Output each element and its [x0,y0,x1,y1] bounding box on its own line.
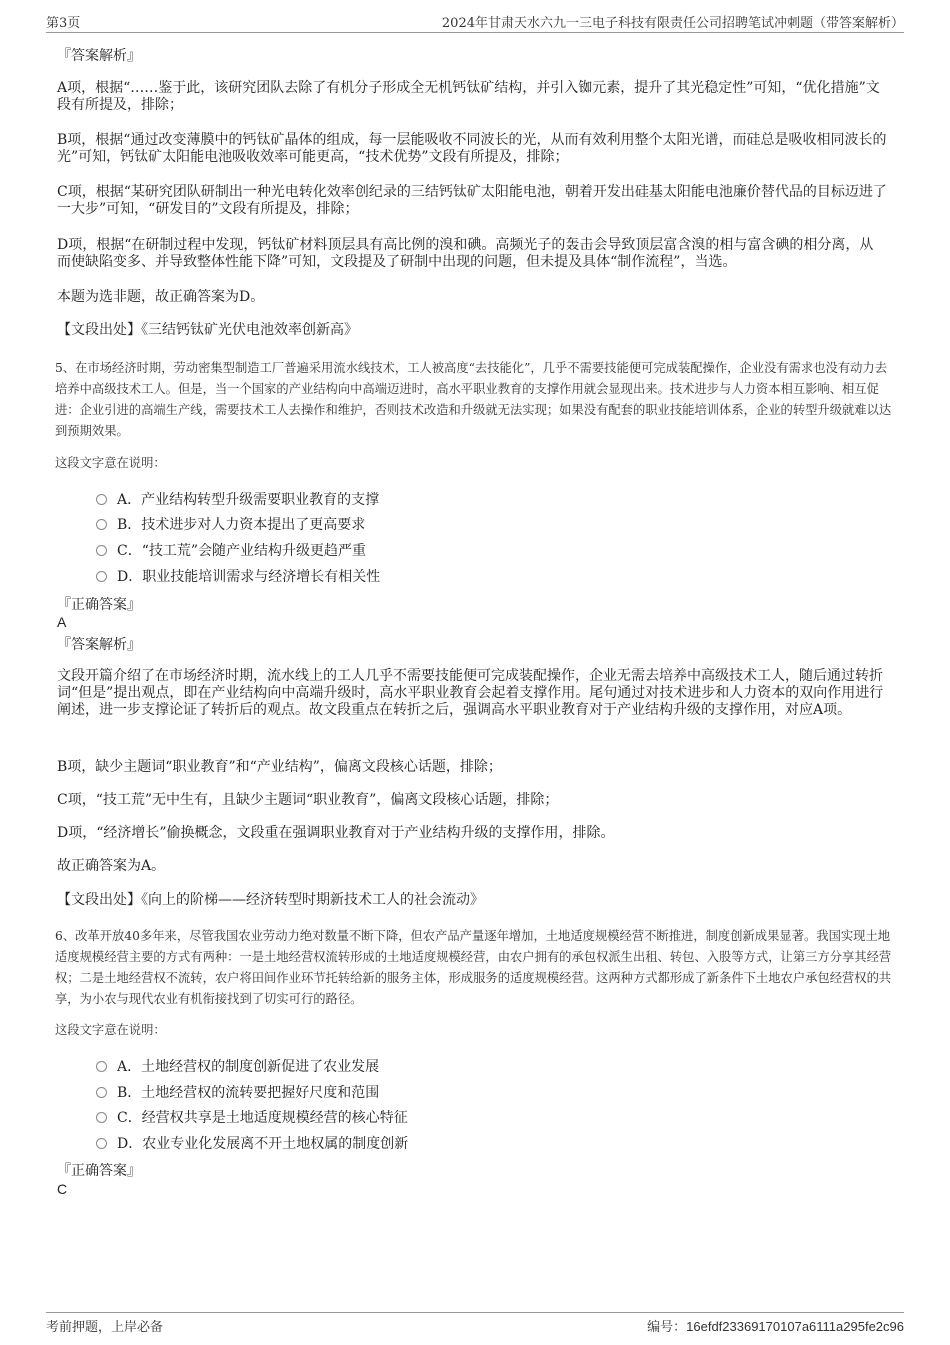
q6-option-a[interactable]: A．土地经营权的制度创新促进了农业发展 [96,1058,856,1076]
q4-analysis-c: C项，根据“某研究团队研制出一种光电转化效率创纪录的三结钙钛矿太阳能电池，朝着开发出硅基太阳能电池廉价替代品的目标迈进了一大步”可知，“研发目的”文段有所提及，排除； [57,184,887,217]
q5-answer-label: 『正确答案』 [57,597,141,613]
q6-option-d[interactable]: D．农业专业化发展离不开土地权属的制度创新 [96,1135,856,1153]
radio-icon[interactable] [96,519,107,530]
q6-stem: 6、改革开放40多年来，尽管我国农业劳动力绝对数量不断下降，但农产品产量逐年增加，土地适度规模经营不断推进，制度创新成果显著。我国实现土地适度规模经营主要的方式有两种：一是土地经营权流转形成的土地适度规模经营，由农户拥有的承包权派生出租、转包、入股等方式，让第三方分享其经营权；二是土地经营权不流转，农户将田间作业环节托转给新的服务主体，形成服务的适度规模经营。这两种方式都形成了新条件下土地农户承包经营权的共享，为小农与现代农业有机衔接找到了切实可行的路径。 [55,929,892,1006]
q5-stem: 5、在市场经济时期，劳动密集型制造工厂普遍采用流水线技术，工人被高度“去技能化”，几乎不需要技能便可完成装配操作，企业没有需求也没有动力去培养中高级技术工人。但是，当一个国家的产业结构向中高端迈进时，高水平职业教育的支撑作用就会显现出来。技术进步与人力资本相互影响、相互促进：企业引进的高端生产线，需要技术工人去操作和维护，否则技术改造和升级就无法实现；如果没有配套的职业技能培训体系，企业的转型升级就难以达到预期效果。 [55,361,892,438]
q5-analysis-d: D项，“经济增长”偷换概念，文段重在强调职业教育对于产业结构升级的支撑作用，排除。 [57,825,615,841]
q5-option-a[interactable]: A．产业结构转型升级需要职业教育的支撑 [96,491,856,509]
q6-answer-label: 『正确答案』 [57,1163,141,1179]
q4-analysis-d: D项，根据“在研制过程中发现，钙钛矿材料顶层具有高比例的溴和碘。高频光子的轰击会导致顶层富含溴的相与富含碘的相分离，从而使缺陷变多、并导致整体性能下降”可知，文段提及了研制中出现的问题，但未提及具体“制作流程”，当选。 [57,237,874,270]
page-number: 第3页 [46,16,81,31]
q4-source: 【文段出处】《三结钙钛矿光伏电池效率创新高》 [57,322,358,338]
document-code-value: 16efdf23369170107a6111a295fe2c96 [686,1319,904,1334]
document-code-label: 编号： [647,1320,687,1335]
radio-icon[interactable] [96,1112,107,1123]
q4-analysis-b: B项，根据“通过改变薄膜中的钙钛矿晶体的组成，每一层能吸收不同波长的光，从而有效利用整个太阳光谱，而硅总是吸收相同波长的光”可知，钙钛矿太阳能电池吸收效率可能更高，“技术优势”文段有所提及，排除； [57,132,887,165]
q4-conclusion: 本题为选非题，故正确答案为D。 [57,289,265,305]
q6-prompt: 这段文字意在说明： [55,1023,166,1037]
q4-analysis-a: A项，根据“……鉴于此，该研究团队去除了有机分子形成全无机钙钛矿结构，并引入铷元素，提升了其光稳定性”可知，“优化措施”文段有所提及，排除； [57,80,880,113]
q5-prompt: 这段文字意在说明： [55,456,166,470]
radio-icon[interactable] [96,1061,107,1072]
q6-option-c[interactable]: C．经营权共享是土地适度规模经营的核心特征 [96,1109,856,1127]
page-footer [46,1312,904,1335]
q5-analysis-main: 文段开篇介绍了在市场经济时期，流水线上的工人几乎不需要技能便可完成装配操作，企业无需去培养中高级技术工人，随后通过转折词“但是”提出观点，即在产业结构向中高端升级时，高水平职业教育会起着支撑作用。尾句通过对技术进步和人力资本的双向作用进行阐述，进一步支撑论证了转折后的观点。故文段重点在转折之后，强调高水平职业教育对于产业结构升级的支撑作用，对应A项。 [57,668,884,718]
q5-option-d[interactable]: D．职业技能培训需求与经济增长有相关性 [96,568,856,586]
radio-icon[interactable] [96,494,107,505]
q5-option-c[interactable]: C．“技工荒”会随产业结构升级更趋严重 [96,542,856,560]
footer-slogan: 考前押题，上岸必备 [46,1320,164,1335]
radio-icon[interactable] [96,545,107,556]
q6-option-b[interactable]: B．土地经营权的流转要把握好尺度和范围 [96,1084,856,1102]
page-header [46,12,904,33]
q5-source: 【文段出处】《向上的阶梯——经济转型时期新技术工人的社会流动》 [57,892,484,908]
q5-analysis-b: B项，缺少主题词“职业教育”和“产业结构”，偏离文段核心话题，排除； [57,759,502,775]
q5-conclusion: 故正确答案为A。 [57,858,166,874]
q5-option-b[interactable]: B．技术进步对人力资本提出了更高要求 [96,516,856,534]
radio-icon[interactable] [96,1138,107,1149]
radio-icon[interactable] [96,1087,107,1098]
q6-answer: C [57,1181,68,1197]
q5-answer: A [57,614,67,630]
radio-icon[interactable] [96,571,107,582]
q4-analysis-label: 『答案解析』 [57,48,141,64]
document-title: 2024年甘肃天水六九一三电子科技有限责任公司招聘笔试冲刺题（带答案解析） [441,16,904,31]
document-code [647,1316,904,1335]
q5-analysis-label: 『答案解析』 [57,637,141,653]
q5-analysis-c: C项，“技工荒”无中生有，且缺少主题词“职业教育”，偏离文段核心话题，排除； [57,792,559,808]
